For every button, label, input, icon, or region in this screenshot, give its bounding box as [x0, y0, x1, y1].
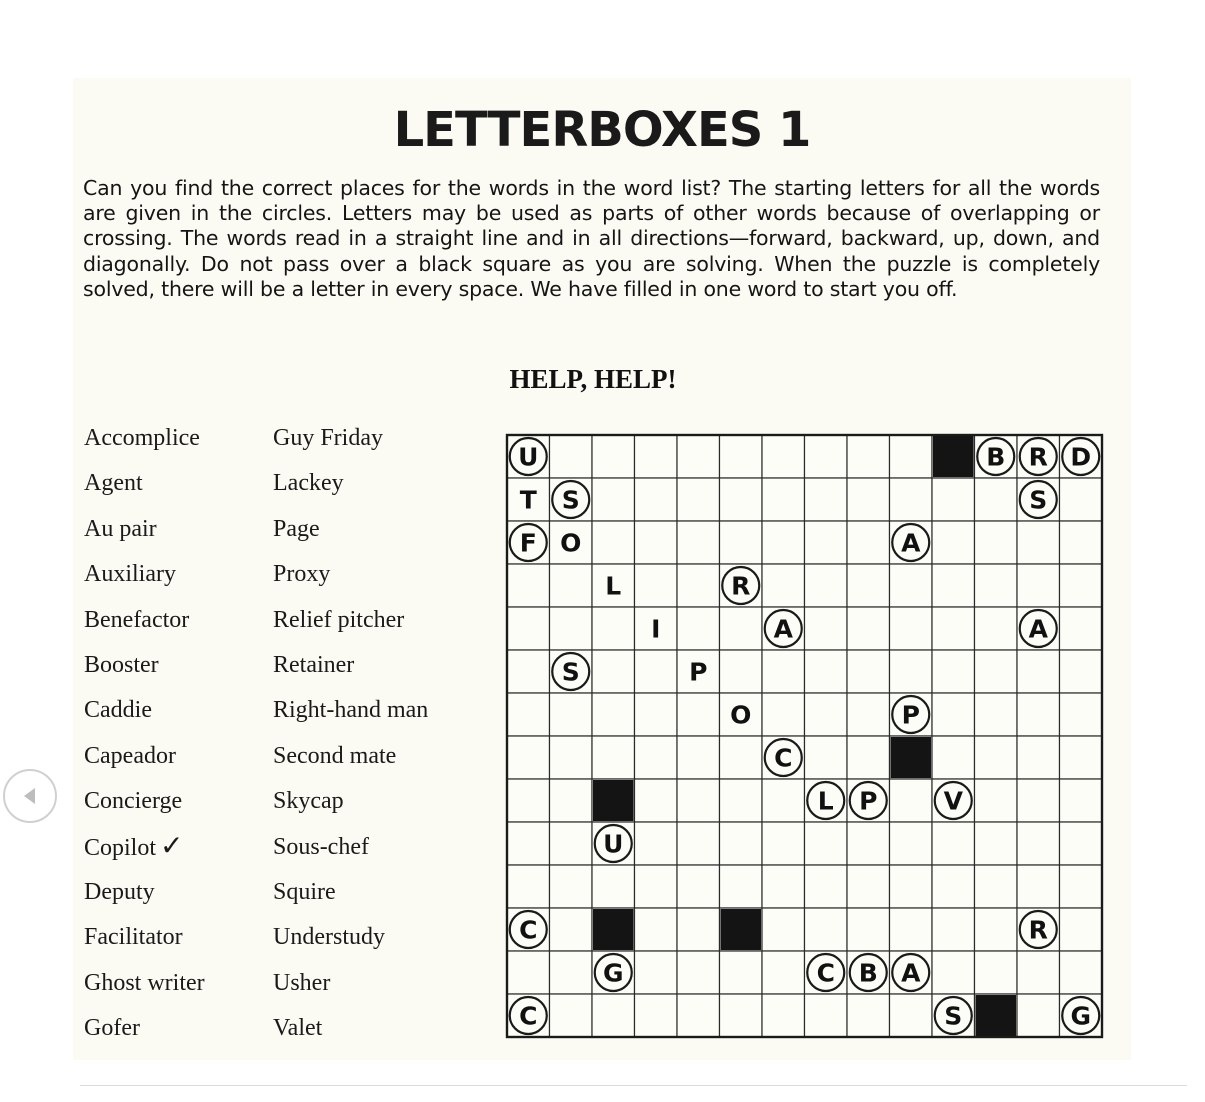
grid-cell — [1060, 607, 1103, 650]
word-text: Gofer — [84, 1015, 140, 1042]
word-text: Benefactor — [84, 606, 190, 633]
grid-cell — [805, 693, 848, 736]
grid-cell — [847, 564, 890, 607]
grid-cell — [847, 865, 890, 908]
grid-cell — [507, 822, 550, 865]
word-list-item — [273, 559, 463, 604]
word-text: Skycap — [273, 788, 344, 815]
word-text: Guy Friday — [273, 425, 383, 451]
grid-cell — [1060, 650, 1103, 693]
grid-cell — [890, 607, 933, 650]
word-list-column-2 — [273, 423, 463, 1058]
grid-cell — [635, 779, 678, 822]
check-mark-icon: ✓ — [160, 830, 184, 862]
word-list-item — [273, 423, 463, 468]
puzzle-page — [73, 78, 1131, 1060]
grid-cell — [592, 607, 635, 650]
grid-cell — [975, 951, 1018, 994]
word-text: Squire — [273, 878, 336, 905]
grid-cell — [1060, 521, 1103, 564]
grid-cell — [762, 951, 805, 994]
word-list-item — [84, 423, 274, 468]
grid-cell — [592, 736, 635, 779]
grid-cell — [720, 435, 763, 478]
word-list-item — [84, 922, 274, 967]
grid-cell — [677, 607, 720, 650]
grid-cell — [932, 736, 975, 779]
black-square — [721, 909, 762, 950]
word-text: Relief pitcher — [273, 606, 405, 633]
grid-cell — [507, 693, 550, 736]
grid-cell — [762, 650, 805, 693]
grid-cell — [975, 607, 1018, 650]
word-list-item — [84, 968, 274, 1013]
grid-cell — [847, 822, 890, 865]
grid-cell — [805, 865, 848, 908]
word-text: Capeador — [84, 742, 176, 769]
word-list-item — [84, 650, 274, 695]
word-text: Page — [273, 515, 320, 542]
grid-cell — [805, 994, 848, 1037]
grid-cell — [677, 435, 720, 478]
circled-letter: C — [774, 743, 793, 773]
filled-letter: T — [519, 485, 537, 515]
word-list-item — [84, 832, 274, 877]
grid-cell — [847, 908, 890, 951]
grid-cell — [762, 908, 805, 951]
word-text: Understudy — [273, 924, 385, 951]
word-list-item — [273, 514, 463, 559]
grid-cell — [847, 521, 890, 564]
circled-letter: R — [1028, 442, 1048, 472]
word-text: Agent — [84, 470, 143, 497]
grid-cell — [890, 478, 933, 521]
black-square — [593, 909, 634, 950]
instructions-text: Can you find the correct places for the words in the word list? The starting letters for all the words are given in the circles. Letters may be used as parts of other words because of overlapping or crossing. The words read in a straight line and in all directions—forward, backward, up, down, and diagonally. Do not pass over a black square as you are solving. When the puzzle is completely solved, there will be a letter in every space. We have filled in one word to start you off. — [83, 176, 1100, 301]
grid-cell — [847, 435, 890, 478]
word-text: Booster — [84, 651, 159, 678]
grid-cell — [932, 693, 975, 736]
grid-cell — [847, 693, 890, 736]
grid-cell — [592, 435, 635, 478]
grid-cell — [890, 994, 933, 1037]
grid-cell — [720, 951, 763, 994]
circled-letter: P — [901, 700, 920, 730]
black-square — [976, 995, 1017, 1036]
grid-cell — [677, 736, 720, 779]
grid-cell — [932, 822, 975, 865]
grid-cell — [635, 908, 678, 951]
puzzle-grid — [505, 433, 1105, 1043]
grid-cell — [890, 564, 933, 607]
grid-cell — [1017, 994, 1060, 1037]
grid-cell — [975, 564, 1018, 607]
word-list-item — [84, 741, 274, 786]
grid-cell — [975, 521, 1018, 564]
word-list-item — [273, 695, 463, 740]
grid-cell — [762, 564, 805, 607]
grid-cell — [507, 779, 550, 822]
word-list-item — [84, 514, 274, 559]
grid-cell — [677, 564, 720, 607]
grid-cell — [847, 994, 890, 1037]
grid-cell — [720, 650, 763, 693]
grid-cell — [635, 478, 678, 521]
circled-letter: G — [602, 958, 624, 988]
grid-cell — [677, 822, 720, 865]
grid-cell — [592, 994, 635, 1037]
grid-cell — [890, 908, 933, 951]
circled-letter: D — [1070, 442, 1092, 472]
circled-letter: U — [603, 829, 624, 859]
grid-cell — [975, 693, 1018, 736]
grid-cell — [635, 693, 678, 736]
filled-letter: O — [730, 700, 752, 730]
grid-cell — [932, 908, 975, 951]
grid-cell — [635, 564, 678, 607]
grid-cell — [805, 521, 848, 564]
grid-cell — [677, 951, 720, 994]
word-text: Facilitator — [84, 924, 183, 951]
grid-cell — [550, 994, 593, 1037]
grid-cell — [975, 650, 1018, 693]
grid-cell — [805, 736, 848, 779]
black-square — [933, 436, 974, 477]
grid-cell — [592, 650, 635, 693]
circled-letter: A — [901, 528, 921, 558]
divider — [80, 1085, 1187, 1086]
circled-letter: C — [519, 1001, 538, 1031]
grid-cell — [720, 607, 763, 650]
grid-cell — [932, 564, 975, 607]
circled-letter: G — [1070, 1001, 1092, 1031]
grid-cell — [805, 822, 848, 865]
grid-cell — [1060, 779, 1103, 822]
circled-letter: F — [519, 528, 537, 558]
circled-letter: S — [1029, 485, 1048, 515]
grid-cell — [550, 951, 593, 994]
chevron-left-icon — [5, 771, 55, 821]
grid-cell — [550, 435, 593, 478]
puzzle-subtitle: HELP, HELP! — [509, 364, 677, 394]
previous-page-button[interactable] — [3, 769, 57, 823]
grid-cell — [677, 521, 720, 564]
circled-letter: R — [731, 571, 751, 601]
grid-cell — [975, 865, 1018, 908]
filled-letter: I — [651, 614, 661, 644]
grid-cell — [1060, 908, 1103, 951]
grid-cell — [677, 693, 720, 736]
grid-cell — [1060, 564, 1103, 607]
grid-cell — [890, 435, 933, 478]
circled-letter: B — [986, 442, 1006, 472]
grid-cell — [1017, 951, 1060, 994]
word-text: Sous-chef — [273, 833, 369, 860]
word-list-item — [273, 832, 463, 877]
grid-cell — [805, 478, 848, 521]
circled-letter: U — [518, 442, 539, 472]
grid-cell — [1060, 951, 1103, 994]
grid-cell — [805, 908, 848, 951]
grid-cell — [550, 564, 593, 607]
grid-cell — [762, 822, 805, 865]
word-list-item — [273, 650, 463, 695]
grid-cell — [720, 779, 763, 822]
grid-cell — [592, 521, 635, 564]
grid-cell — [507, 650, 550, 693]
word-text: Retainer — [273, 651, 355, 678]
grid-cell — [635, 736, 678, 779]
word-list-item — [273, 877, 463, 922]
grid-cell — [1060, 693, 1103, 736]
word-text: Au pair — [84, 515, 157, 542]
grid-cell — [507, 564, 550, 607]
grid-cell — [507, 951, 550, 994]
word-list-item — [273, 922, 463, 967]
word-list-item — [273, 786, 463, 831]
word-list-column-1 — [84, 423, 274, 1058]
grid-cell — [1017, 779, 1060, 822]
grid-cell — [805, 607, 848, 650]
grid-cell — [932, 865, 975, 908]
grid-cell — [805, 435, 848, 478]
word-text: Right-hand man — [273, 697, 429, 724]
grid-cell — [975, 822, 1018, 865]
circled-letter: A — [773, 614, 793, 644]
word-text: Usher — [273, 969, 331, 996]
grid-cell — [1017, 564, 1060, 607]
circled-letter: B — [858, 958, 878, 988]
grid-cell — [635, 521, 678, 564]
grid-cell — [1017, 521, 1060, 564]
circled-letter: S — [944, 1001, 963, 1031]
grid-cell — [762, 865, 805, 908]
grid-cell — [1060, 865, 1103, 908]
grid-cell — [762, 779, 805, 822]
grid-cell — [847, 478, 890, 521]
circled-letter: S — [561, 485, 580, 515]
word-text: Auxiliary — [84, 561, 176, 588]
grid-cell — [762, 478, 805, 521]
word-list-item — [273, 741, 463, 786]
grid-cell — [720, 736, 763, 779]
circled-letter: P — [859, 786, 878, 816]
grid-cell — [932, 478, 975, 521]
grid-cell — [975, 779, 1018, 822]
grid-cell — [635, 650, 678, 693]
grid-cell — [720, 521, 763, 564]
grid-cell — [805, 650, 848, 693]
grid-cell — [975, 736, 1018, 779]
black-square — [891, 737, 932, 778]
grid-cell — [762, 693, 805, 736]
circled-letter: S — [561, 657, 580, 687]
word-text: Accomplice — [84, 425, 200, 451]
grid-cell — [677, 908, 720, 951]
grid-cell — [847, 736, 890, 779]
grid-cell — [677, 779, 720, 822]
word-list-item — [84, 786, 274, 831]
word-text: Ghost writer — [84, 969, 205, 996]
grid-cell — [592, 865, 635, 908]
filled-letter: P — [689, 657, 708, 687]
grid-cell — [550, 607, 593, 650]
grid-cell — [1017, 693, 1060, 736]
word-text: Caddie — [84, 697, 152, 724]
word-list-item — [273, 468, 463, 513]
grid-cell — [762, 521, 805, 564]
grid-cell — [507, 607, 550, 650]
word-list-item — [273, 605, 463, 650]
grid-cell — [1060, 822, 1103, 865]
grid-cell — [720, 822, 763, 865]
grid-cell — [847, 607, 890, 650]
circled-letter: A — [901, 958, 921, 988]
grid-cell — [762, 435, 805, 478]
grid-cell — [720, 478, 763, 521]
grid-cell — [890, 650, 933, 693]
grid-cell — [975, 908, 1018, 951]
grid-cell — [550, 693, 593, 736]
word-list-item — [84, 877, 274, 922]
grid-cell — [550, 822, 593, 865]
word-list-item — [84, 559, 274, 604]
grid-cell — [677, 994, 720, 1037]
circled-letter: C — [519, 915, 538, 945]
word-text: Lackey — [273, 470, 344, 497]
grid-cell — [1017, 865, 1060, 908]
word-list-item — [273, 968, 463, 1013]
black-square — [593, 780, 634, 821]
grid-cell — [507, 865, 550, 908]
word-text: Valet — [273, 1015, 323, 1042]
grid-cell — [550, 736, 593, 779]
word-list-item — [84, 468, 274, 513]
grid-cell — [932, 521, 975, 564]
circled-letter: A — [1028, 614, 1048, 644]
grid-cell — [720, 865, 763, 908]
grid-cell — [1017, 650, 1060, 693]
grid-cell — [677, 478, 720, 521]
grid-cell — [592, 693, 635, 736]
word-list-item — [84, 605, 274, 650]
grid-cell — [1060, 478, 1103, 521]
grid-cell — [592, 478, 635, 521]
grid-cell — [975, 478, 1018, 521]
grid-cell — [550, 865, 593, 908]
grid-cell — [720, 994, 763, 1037]
filled-letter: L — [605, 571, 622, 601]
circled-letter: R — [1028, 915, 1048, 945]
word-text: Copilot — [84, 834, 157, 861]
circled-letter: C — [816, 958, 835, 988]
circled-letter: V — [943, 786, 963, 816]
grid-cell — [932, 951, 975, 994]
grid-cell — [1060, 736, 1103, 779]
word-list-item — [84, 695, 274, 740]
grid-cell — [550, 779, 593, 822]
word-list-item — [84, 1013, 274, 1058]
grid-cell — [635, 865, 678, 908]
grid-cell — [890, 865, 933, 908]
grid-cell — [507, 736, 550, 779]
word-text: Second mate — [273, 742, 397, 769]
grid-cell — [635, 951, 678, 994]
grid-cell — [890, 822, 933, 865]
grid-cell — [635, 822, 678, 865]
grid-cell — [677, 865, 720, 908]
grid-cell — [932, 607, 975, 650]
grid-cell — [762, 994, 805, 1037]
grid-cell — [635, 435, 678, 478]
grid-cell — [1017, 736, 1060, 779]
grid-cell — [847, 650, 890, 693]
circled-letter: L — [817, 786, 834, 816]
word-text: Deputy — [84, 878, 155, 905]
grid-cell — [805, 564, 848, 607]
grid-cell — [1017, 822, 1060, 865]
word-text: Concierge — [84, 788, 183, 815]
word-list-item — [273, 1013, 463, 1058]
grid-cell — [550, 908, 593, 951]
grid-cell — [635, 994, 678, 1037]
word-text: Proxy — [273, 561, 331, 588]
filled-letter: O — [560, 528, 582, 558]
grid-cell — [932, 650, 975, 693]
grid-cell — [890, 779, 933, 822]
page-title: LETTERBOXES 1 — [393, 102, 811, 158]
